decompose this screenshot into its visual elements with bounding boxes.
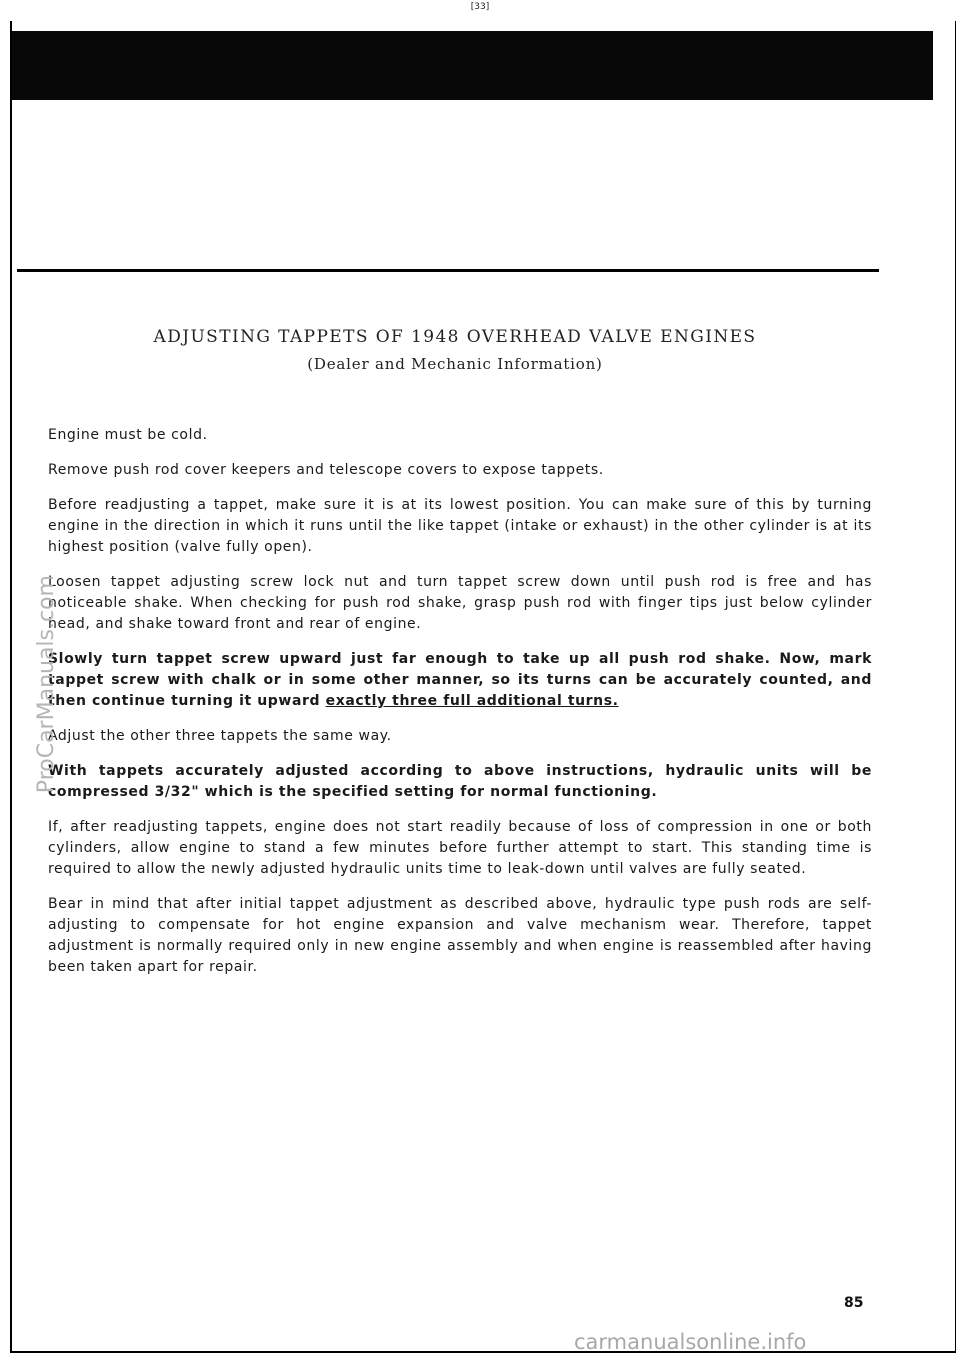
turn-screw-emphasis: exactly three full additional turns. (325, 693, 619, 709)
header-rule (17, 269, 879, 272)
side-watermark: ProCarManuals.com (34, 575, 59, 794)
paragraph-lowest-position: Before readjusting a tappet, make sure it is at its lowest position. You can make sure of this by turning engine in the direction in which it runs until the like tappet (intake or exhaust) in the other cylinder is at its highest position (valve fully open). (48, 497, 872, 555)
paragraph-loosen-screw: Loosen tappet adjusting screw lock nut and turn tappet screw down until push rod is free and has noticeable shake. When checking for push rod shake, grasp push rod with finger tips just below cylinder head, and shake toward front and rear of engine. (48, 574, 872, 632)
paragraph-turn-screw (48, 649, 872, 712)
page-number: 85 (844, 1295, 864, 1311)
paragraph-remove-covers: Remove push rod cover keepers and telescope covers to expose tappets. (48, 462, 604, 478)
paragraph-readjusting: If, after readjusting tappets, engine does not start readily because of loss of compression in one or both cylinders, allow engine to stand a few minutes before further attempt to start. This standing time is required to allow the newly adjusted hydraulic units time to leak-down until valves are fully seated. (48, 819, 872, 877)
document-title: ADJUSTING TAPPETS OF 1948 OVERHEAD VALVE ENGINES (153, 327, 757, 347)
paragraph-engine-cold: Engine must be cold. (48, 427, 208, 443)
header-black-bar (12, 31, 933, 100)
document-subtitle: (Dealer and Mechanic Information) (307, 355, 603, 373)
page-label: [33] (470, 2, 490, 12)
paragraph-compressed-setting: With tappets accurately adjusted according to above instructions, hydraulic units will be compressed 3/32" which is the specified setting for normal functioning. (48, 763, 872, 800)
paragraph-self-adjusting: Bear in mind that after initial tappet adjustment as described above, hydraulic type push rods are self-adjusting to compensate for hot engine expansion and valve mechanism wear. Therefore, tappet adjustment is normally required only in new engine assembly and when engine is reassembled after having been taken apart for repair. (48, 896, 872, 975)
paragraph-other-tappets: Adjust the other three tappets the same way. (48, 728, 392, 744)
footer-watermark: carmanualsonline.info (574, 1330, 807, 1354)
instructions-body (48, 425, 872, 992)
turn-screw-text: Slowly turn tappet screw upward just far enough to take up all push rod shake. Now, mark tappet screw with chalk or in some other manner, so its turns can be accurately counted, and then continue turning it upward (48, 651, 872, 709)
